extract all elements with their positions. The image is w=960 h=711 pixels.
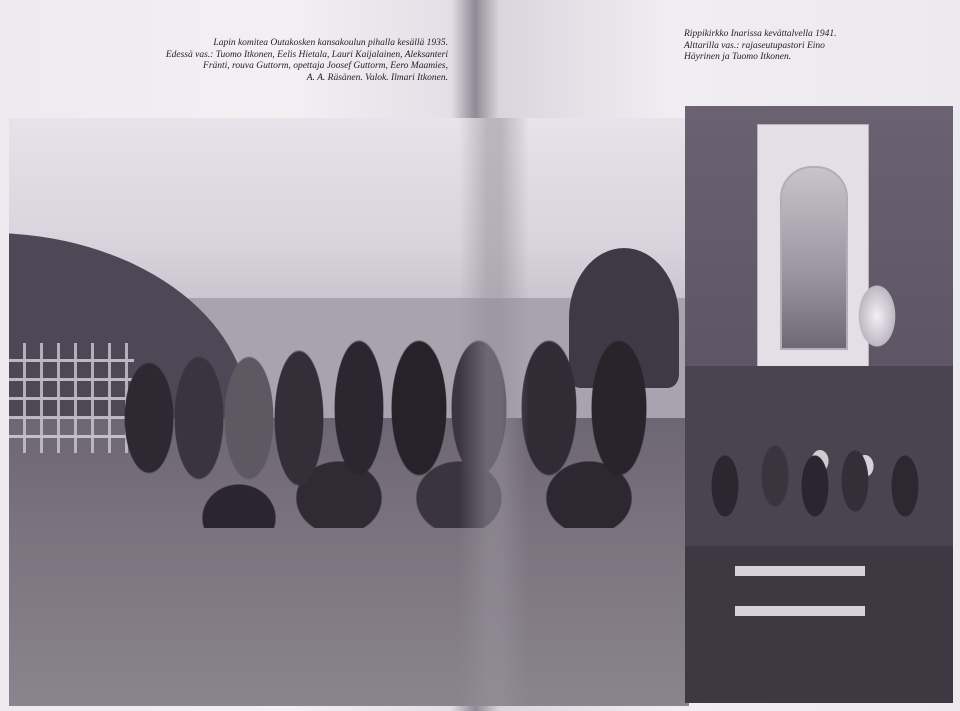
caption-right xyxy=(684,29,934,64)
church-photo xyxy=(685,106,953,703)
caption-left-line: Fränti, rouva Guttorm, opettaja Joosef Guttorm, Eero Maamies, xyxy=(203,61,448,71)
caption-left xyxy=(118,38,448,84)
caption-right-line: Häyrinen ja Tuomo Itkonen. xyxy=(684,52,792,62)
caption-right-line: Rippikirkko Inarissa kevättalvella 1941. xyxy=(684,29,837,39)
caption-left-line: A. A. Räsänen. Valok. Ilmari Itkonen. xyxy=(306,72,448,83)
altar-painting xyxy=(780,166,848,350)
photo-fence xyxy=(9,343,134,453)
church-bench xyxy=(735,566,865,646)
group-photo xyxy=(9,118,689,706)
caption-left-line: Lapin komitea Outakosken kansakoulun pihalla kesällä 1935. xyxy=(213,38,448,48)
book-gutter xyxy=(459,118,529,706)
chandelier xyxy=(845,256,909,366)
caption-right-line: Alttarilla vas.: rajaseutupastori Eino xyxy=(684,40,825,51)
caption-left-line: Edessä vas.: Tuomo Itkonen, Eelis Hietala, Lauri Kaijalainen, Aleksanteri xyxy=(165,49,448,60)
photo-crowd xyxy=(119,268,689,528)
congregation xyxy=(685,366,953,566)
